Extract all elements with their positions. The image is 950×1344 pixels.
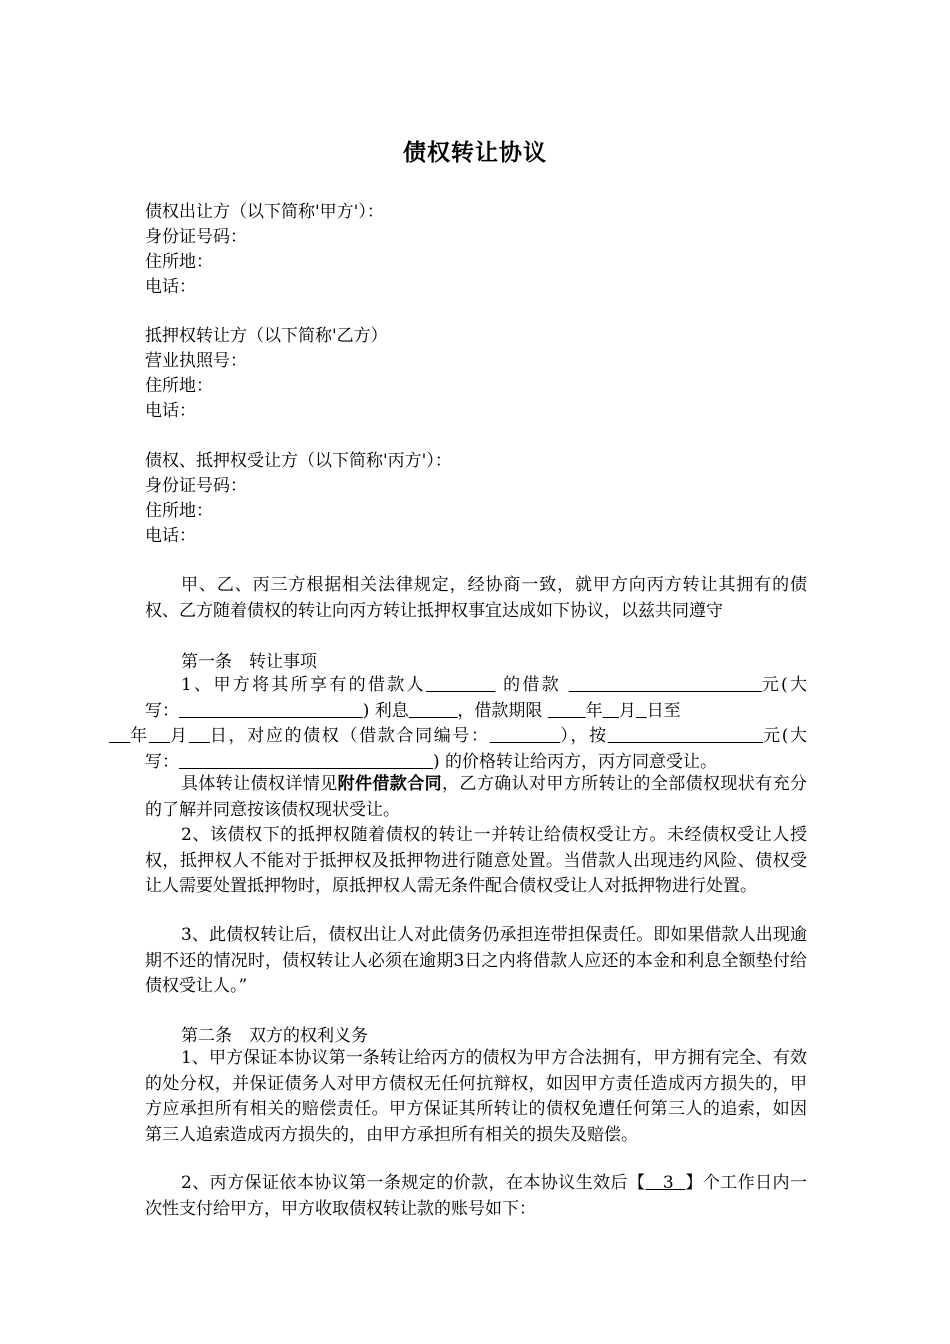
document-title: 债权转让协议 [403, 139, 547, 166]
article2-heading: 第二条 双方的权利义务 [181, 1026, 368, 1046]
party-c-heading: 债权、抵押权受让方（以下简称'丙方'）： [145, 451, 452, 471]
article1-detail: 具体转让债权详情见附件借款合同，乙方确认对甲方所转让的全部债权现状有充分的了解并同意按该债权现状受让。 [145, 774, 808, 820]
party-c-address: 住所地： [145, 501, 213, 521]
party-a-heading: 债权出让方（以下简称'甲方'）： [145, 202, 384, 222]
payment-days: 3 [662, 1173, 674, 1193]
party-b-license: 营业执照号： [145, 351, 247, 371]
attachment-reference: 附件借款合同 [337, 774, 443, 794]
party-c-id: 身份证号码： [145, 476, 247, 496]
party-b-heading: 抵押权转让方（以下简称'乙方） [145, 326, 388, 346]
party-b-phone: 电话： [145, 401, 196, 421]
article1-clause1: 1、甲方将其所享有的借款人 的借款 元(大写： ) 利息 ，借款期限 年 月 日至 年 月 日，对应的债权（借款合同编号： ），按 元(大写： ) 的价格转让给丙方，丙方同意受让。 [130, 675, 808, 772]
article2-clause2: 2、丙方保证依本协议第一条规定的价款，在本协议生效后【 3 】个工作日内一次性支付给甲方，甲方收取债权转让款的账号如下： [145, 1173, 807, 1219]
article2-clause1: 1、甲方保证本协议第一条转让给丙方的债权为甲方合法拥有，甲方拥有完全、有效的处分权，并保证债务人对甲方债权无任何抗辩权，如因甲方责任造成丙方损失的，甲方应承担所有相关的赔偿责任。甲方保证其所转让的债权免遭任何第三人的追索，如因第三人追索造成丙方损失的，由甲方承担所有相关的损失及赔偿。 [145, 1048, 807, 1145]
preamble: 甲、乙、丙三方根据相关法律规定，经协商一致，就甲方向丙方转让其拥有的债权、乙方随着债权的转让向丙方转让抵押权事宜达成如下协议，以兹共同遵守 [145, 575, 807, 621]
party-c-phone: 电话： [145, 526, 196, 546]
party-b-address: 住所地： [145, 376, 213, 396]
article1-heading: 第一条 转让事项 [181, 652, 317, 672]
party-a-phone: 电话： [145, 277, 196, 297]
article1-clause3: 3、此债权转让后，债权出让人对此债务仍承担连带担保责任。即如果借款人出现逾期不还的情况时，债权转让人必须在逾期3日之内将借款人应还的本金和利息全额垫付给债权受让人。” [145, 925, 807, 996]
party-a-id: 身份证号码： [145, 227, 247, 247]
article1-clause2: 2、该债权下的抵押权随着债权的转让一并转让给债权受让方。未经债权受让人授权，抵押权人不能对于抵押权及抵押物进行随意处置。当借款人出现违约风险、债权受让人需要处置抵押物时，原抵押权人需无条件配合债权受让人对抵押物进行处置。 [145, 825, 807, 896]
party-a-address: 住所地： [145, 252, 213, 272]
